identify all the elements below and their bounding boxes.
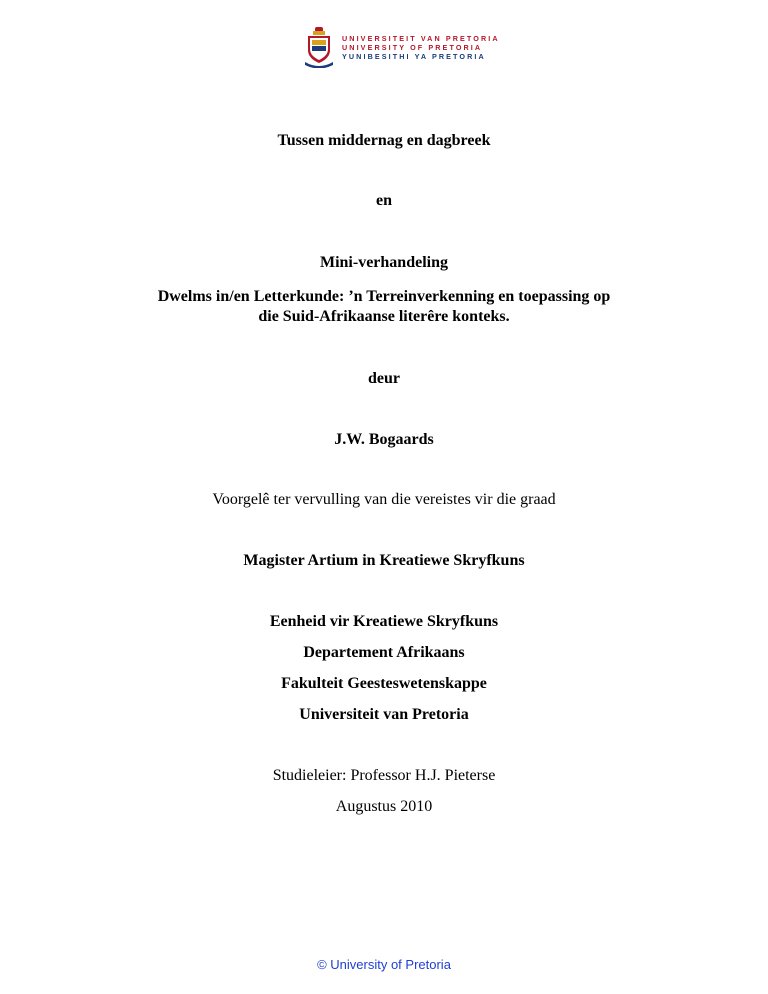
copyright-footer: © University of Pretoria (317, 957, 451, 972)
supervisor-line: Studieleier: Professor H.J. Pieterse (272, 767, 496, 784)
author-name: J.W. Bogaards (334, 431, 434, 448)
logo-text-english: UNIVERSITY OF PRETORIA (342, 42, 483, 52)
submission-date: Augustus 2010 (335, 798, 433, 815)
university-logo (304, 26, 500, 68)
unit-name: Eenheid vir Kreatiewe Skryfkuns (269, 613, 499, 630)
faculty-name: Fakulteit Geesteswetenskappe (281, 675, 487, 692)
logo-text-afrikaans: UNIVERSITEIT VAN PRETORIA (342, 33, 500, 43)
university-name: Universiteit van Pretoria (299, 706, 469, 723)
degree-title: Magister Artium in Kreatiewe Skryfkuns (243, 552, 525, 569)
submission-statement: Voorgelê ter vervulling van die vereistes vir die graad (212, 491, 556, 508)
subtitle-line-2: die Suid-Afrikaanse literêre konteks. (258, 308, 510, 325)
department-name: Departement Afrikaans (303, 644, 465, 661)
logo-text-sepedi: YUNIBESITHI YA PRETORIA (342, 51, 486, 61)
university-crest-icon (304, 26, 334, 68)
document-title: Tussen middernag en dagbreek (277, 132, 491, 149)
subtitle-line-1: Dwelms in/en Letterkunde: ’n Terreinverkenning en toepassing op (157, 288, 611, 305)
conjunction-text: en (376, 192, 392, 209)
by-label: deur (368, 370, 400, 387)
subtitle-label: Mini-verhandeling (319, 254, 448, 271)
